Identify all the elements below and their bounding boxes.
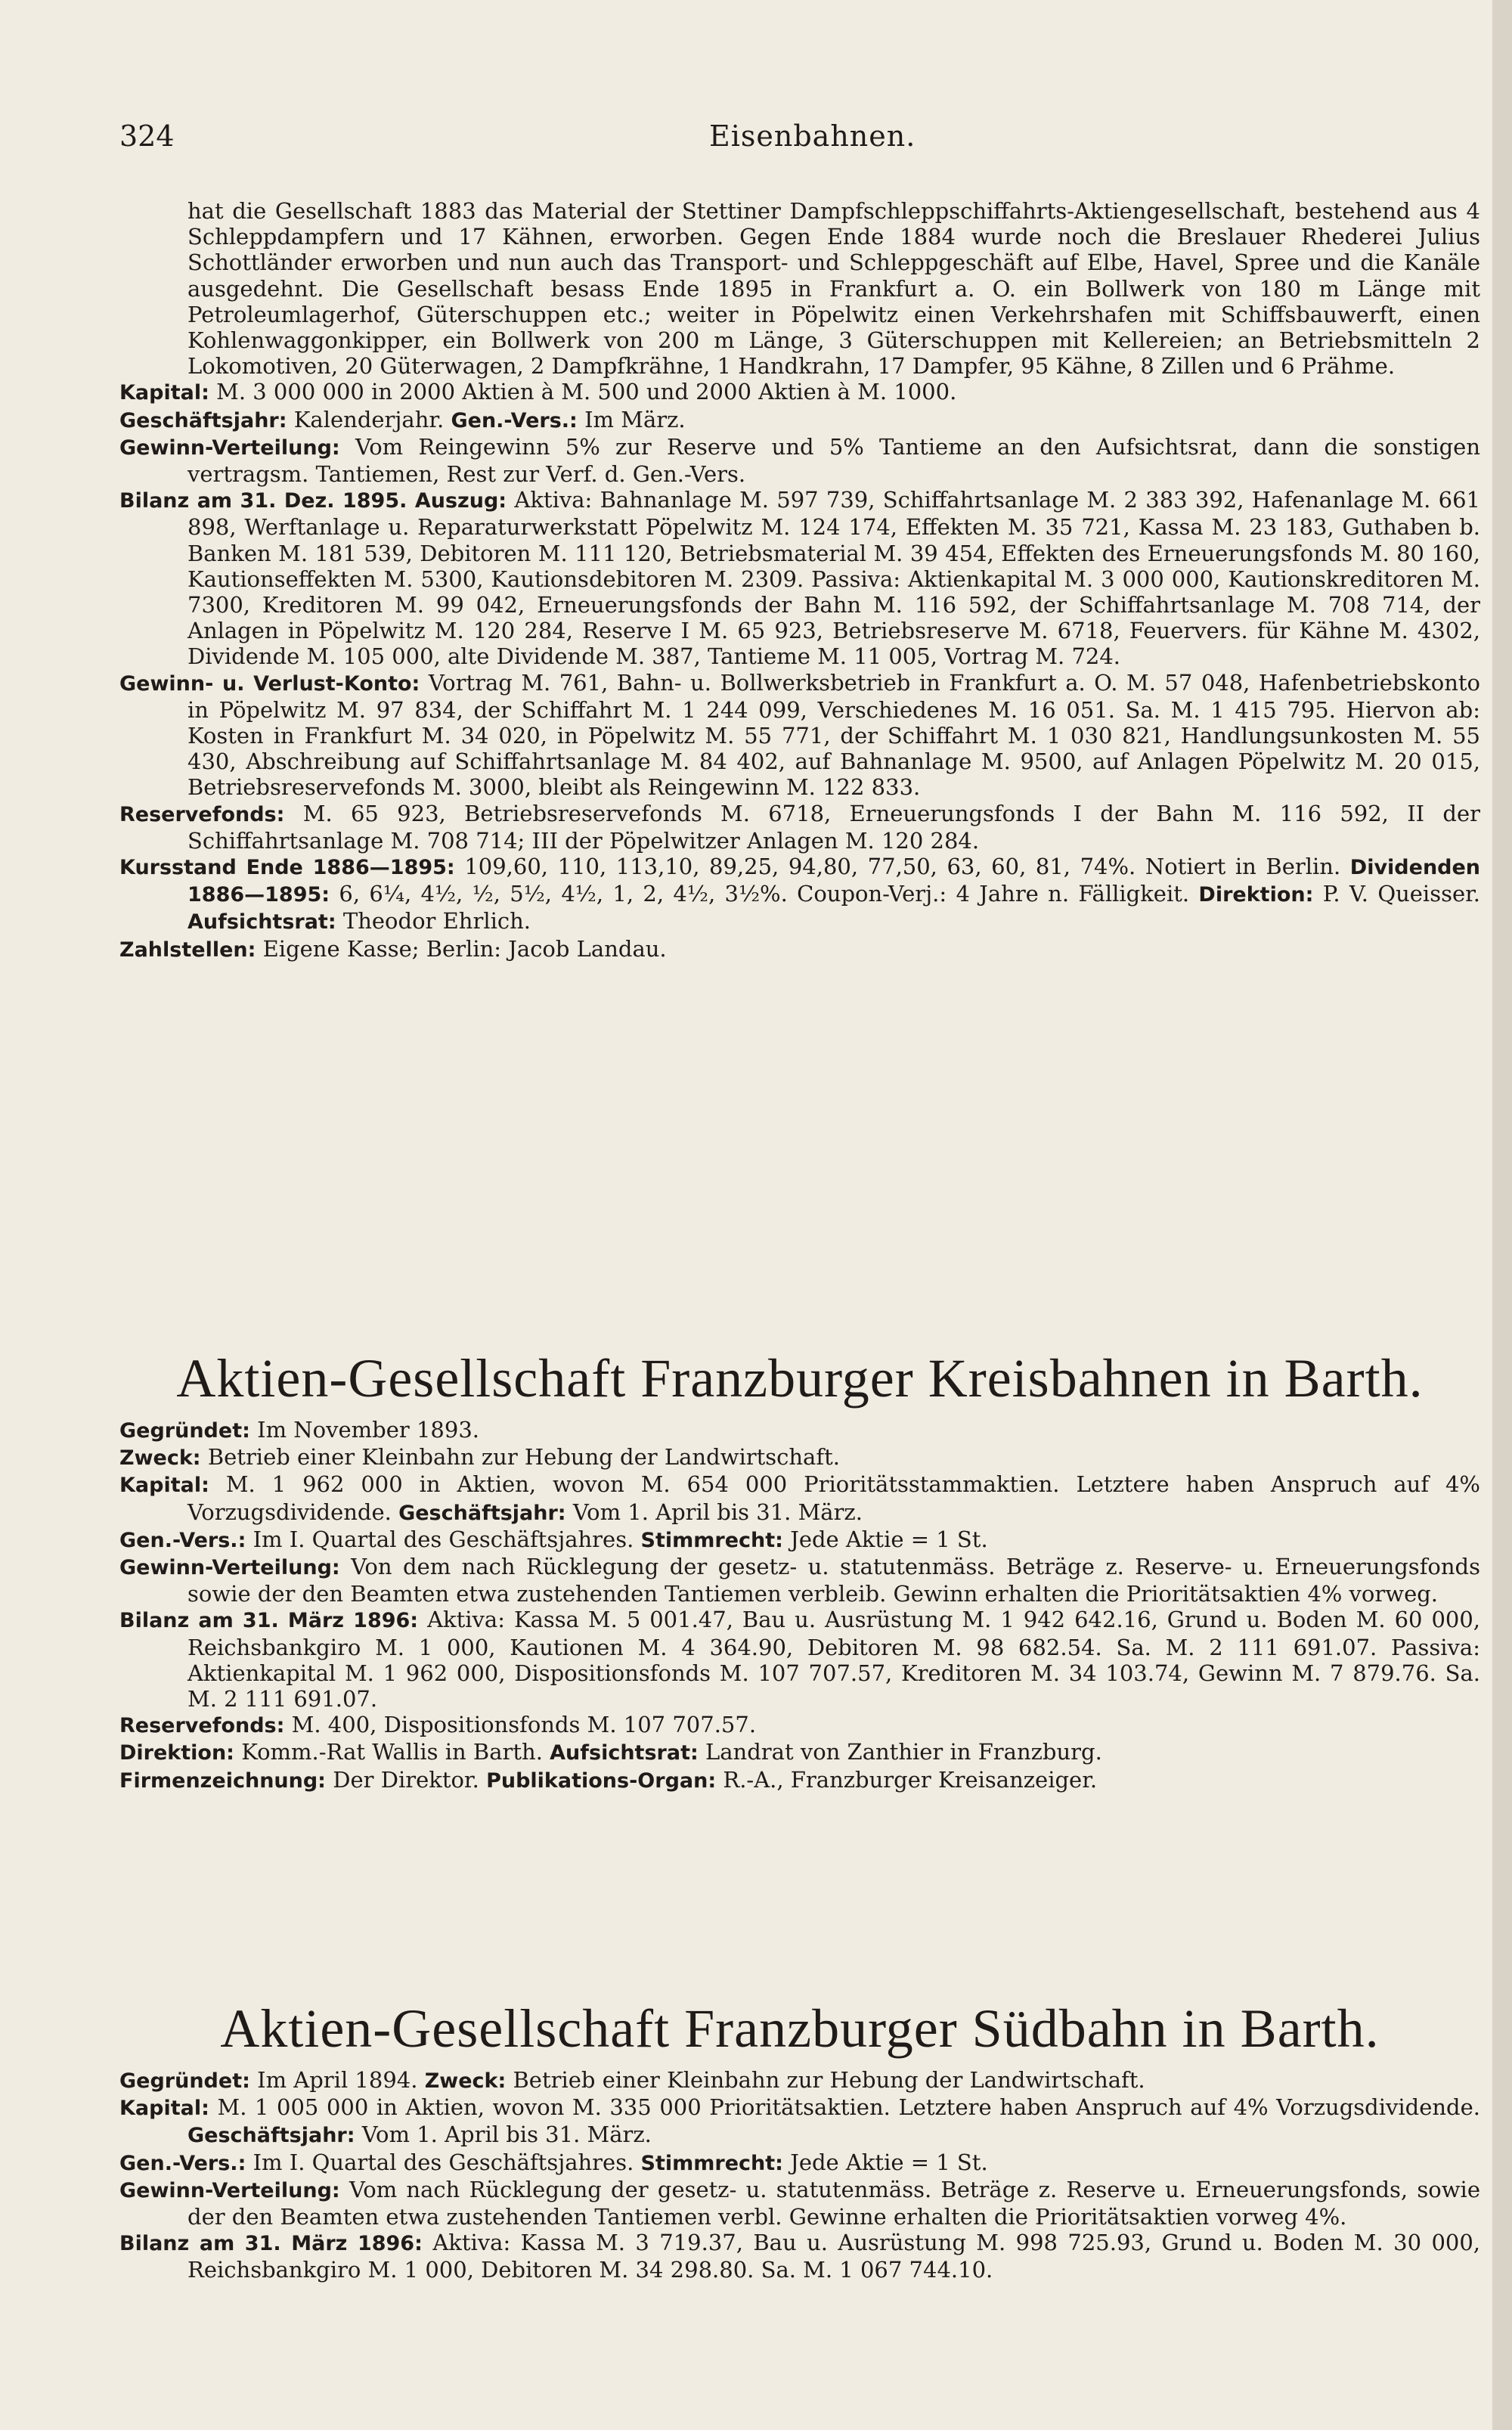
entry-gewinn-verlust: Gewinn- u. Verlust-Konto: Vortrag M. 761, Bahn- u. Bollwerksbetrieb in Frankfurt a. O. M. 57 048, Hafenbetriebskonto in Pöpelwitz M. 97 834, der Schiffahrt M. 1 244 099, Verschiedenes M. 16 051. Sa. M. 1 415 795. Hiervon ab: Kosten in Frankfurt M. 34 020, in Pöpelwitz M. 55 771, der Schiffahrt M. 1 030 821, Handlungsunkosten M. 55 430, Abschreibung auf Schiffahrtsanlage M. 84 402, auf Bahnanlage M. 9500, auf Anlagen Pöpelwitz M. 20 015, Betriebsreservefonds M. 3000, bleibt als Reingewinn M. 122 833. <box>119 669 1480 801</box>
company-title: Aktien-Gesellschaft Franzburger Südbahn in Barth. <box>220 1998 1380 2059</box>
entry-zweck: Zweck: Betrieb einer Kleinbahn zur Hebung der Landwirtschaft. <box>119 1444 840 1471</box>
entry-kursstand: Kursstand Ende 1886—1895: 109,60, 110, 113,10, 89,25, 94,80, 77,50, 63, 60, 81, 74%. Notiert in Berlin. Dividenden 1886—1895: 6, 6¼, 4½, ½, 5½, 4½, 1, 2, 4½, 3½%. Coupon-Verj.: 4 Jahre n. Fälligkeit. Direktion: P. V. Queisser. Aufsichtsrat: Theodor Ehrlich. <box>119 854 1481 934</box>
entry-gegruendet: Gegründet: Im November 1893. <box>119 1417 480 1443</box>
entry-gewinn-verteilung: Gewinn-Verteilung: Vom nach Rücklegung der gesetz- u. statutenmäss. Beträge z. Reserve u. Erneuerungsfonds, sowie der den Beamten etwa zustehenden Tantiemen verbl. Gewinne erhalten die Prioritätsaktien vorweg 4%. <box>119 2176 1480 2230</box>
page-header <box>119 119 1480 165</box>
entry-gegruendet: Gegründet: Im April 1894. Zweck: Betrieb einer Kleinbahn zur Hebung der Landwirtschaft. <box>119 2067 1145 2093</box>
page-number: 324 <box>119 119 175 153</box>
entry-gen-vers: Gen.-Vers.: Im I. Quartal des Geschäftsjahres. Stimmrecht: Jede Aktie = 1 St. <box>119 2149 988 2175</box>
entry-bilanz: Bilanz am 31. März 1896: Aktiva: Kassa M. 3 719.37, Bau u. Ausrüstung M. 998 725.93, Grund u. Boden M. 30 000, Reichsbankgiro M. 1 000, Debitoren M. 34 298.80. Sa. M. 1 067 744.10. <box>119 2230 1481 2283</box>
entry-reservefonds: Reservefonds: M. 65 923, Betriebsreservefonds M. 6718, Erneuerungsfonds I der Bahn M. 116 592, II der Schiffahrtsanlage M. 708 714; III der Pöpelwitzer Anlagen M. 120 284. <box>119 800 1480 854</box>
entry-gen-vers: Gen.-Vers.: Im I. Quartal des Geschäftsjahres. Stimmrecht: Jede Aktie = 1 St. <box>119 1526 988 1552</box>
entry-bilanz: Bilanz am 31. März 1896: Aktiva: Kassa M. 5 001.47, Bau u. Ausrüstung M. 1 942 642.16, Grund u. Boden M. 60 000, Reichsbankgiro M. 1 000, Kautionen M. 4 364.90, Debitoren M. 98 682.54. Sa. M. 2 111 691.07. Passiva: Aktienkapital M. 1 962 000, Dispositionsfonds M. 107 707.57, Kreditoren M. 34 103.74, Gewinn M. 7 879.76. Sa. M. 2 111 691.07. <box>119 1607 1481 1712</box>
company-title: Aktien-Gesellschaft Franzburger Kreisbahnen in Barth. <box>176 1348 1424 1409</box>
entry-gewinn-verteilung: Gewinn-Verteilung: Vom Reingewinn 5% zur Reserve und 5% Tantieme an den Aufsichtsrat, dann die sonstigen vertragsm. Tantiemen, Rest zur Verf. d. Gen.-Vers. <box>119 433 1480 488</box>
entry-gewinn-verteilung: Gewinn-Verteilung: Von dem nach Rücklegung der gesetz- u. statutenmäss. Beträge z. Reserve- u. Erneuerungsfonds sowie der den Beamten etwa zustehenden Tantiemen verbleib. Gewinn erhalten die Prioritätsaktien 4% vorweg. <box>119 1554 1481 1607</box>
entry-kapital: Kapital: M. 3 000 000 in 2000 Aktien à M. 500 und 2000 Aktien à M. 1000. <box>119 379 957 405</box>
entry-reservefonds: Reservefonds: M. 400, Dispositionsfonds M. 107 707.57. <box>119 1712 757 1738</box>
continuation-paragraph: hat die Gesellschaft 1883 das Material der Stettiner Dampfschleppschiffahrts-Aktiengesellschaft, bestehend aus 4 Schleppdampfern und 17 Kähnen, erworben. Gegen Ende 1884 wurde noch die Breslauer Rhederei Julius Schottländer erworben und nun auch das Transport- und Schleppgeschäft auf Elbe, Havel, Spree und die Kanäle ausgedehnt. Die Gesellschaft besass Ende 1895 in Frankfurt a. O. ein Bollwerk von 180 m Länge mit Petroleumlagerhof, Güterschuppen etc.; weiter in Pöpelwitz einen Verkehrshafen mit Schiffsbauwerft, einen Kohlenwaggonkipper, ein Bollwerk von 200 m Länge, 3 Güterschuppen mit Kellereien; an Betriebsmitteln 2 Lokomotiven, 20 Güterwagen, 2 Dampfkrähne, 1 Handkrahn, 17 Dampfer, 95 Kähne, 8 Zillen und 6 Prähme. <box>187 198 1480 380</box>
continuation-section <box>119 198 1480 963</box>
running-title: Eisenbahnen. <box>709 119 916 153</box>
entry-geschaeftsjahr: Geschäftsjahr: Kalenderjahr. Gen.-Vers.: Im März. <box>119 406 686 432</box>
entry-zahlstellen: Zahlstellen: Eigene Kasse; Berlin: Jacob Landau. <box>119 935 667 962</box>
entry-firmenzeichnung: Firmenzeichnung: Der Direktor. Publikations-Organ: R.-A., Franzburger Kreisanzeiger. <box>119 1766 1098 1793</box>
company-section-suedbahn <box>119 1996 1480 2283</box>
company-section-kreisbahnen <box>119 1346 1480 1794</box>
page-edge-shadow <box>1492 0 1512 2430</box>
entry-kapital: Kapital: M. 1 962 000 in Aktien, wovon M. 654 000 Prioritätsstammaktien. Letztere haben Anspruch auf 4% Vorzugsdividende. Geschäftsjahr: Vom 1. April bis 31. März. <box>119 1471 1480 1525</box>
entry-direktion: Direktion: Komm.-Rat Wallis in Barth. Aufsichtsrat: Landrat von Zanthier in Franzburg. <box>119 1739 1102 1765</box>
entry-bilanz: Bilanz am 31. Dez. 1895. Auszug: Aktiva: Bahnanlage M. 597 739, Schiffahrtsanlage M. 2 383 392, Hafenanlage M. 661 898, Werftanlage u. Reparaturwerkstatt Pöpelwitz M. 124 174, Effekten M. 35 721, Kassa M. 23 183, Guthaben b. Banken M. 181 539, Debitoren M. 111 120, Betriebsmaterial M. 39 454, Effekten des Erneuerungsfonds M. 80 160, Kautionseffekten M. 5300, Kautionsdebitoren M. 2309. Passiva: Aktienkapital M. 3 000 000, Kautionskreditoren M. 7300, Kreditoren M. 99 042, Erneuerungsfonds der Bahn M. 116 592, der Schiffahrtsanlage M. 708 714, der Anlagen in Pöpelwitz M. 120 284, Reserve I M. 65 923, Betriebsreserve M. 6718, Feuervers. für Kähne M. 4302, Dividende M. 105 000, alte Dividende M. 387, Tantieme M. 11 005, Vortrag M. 724. <box>119 487 1480 670</box>
entry-kapital: Kapital: M. 1 005 000 in Aktien, wovon M. 335 000 Prioritätsaktien. Letztere haben Anspruch auf 4% Vorzugsdividende. Geschäftsjahr: Vom 1. April bis 31. März. <box>119 2094 1481 2148</box>
